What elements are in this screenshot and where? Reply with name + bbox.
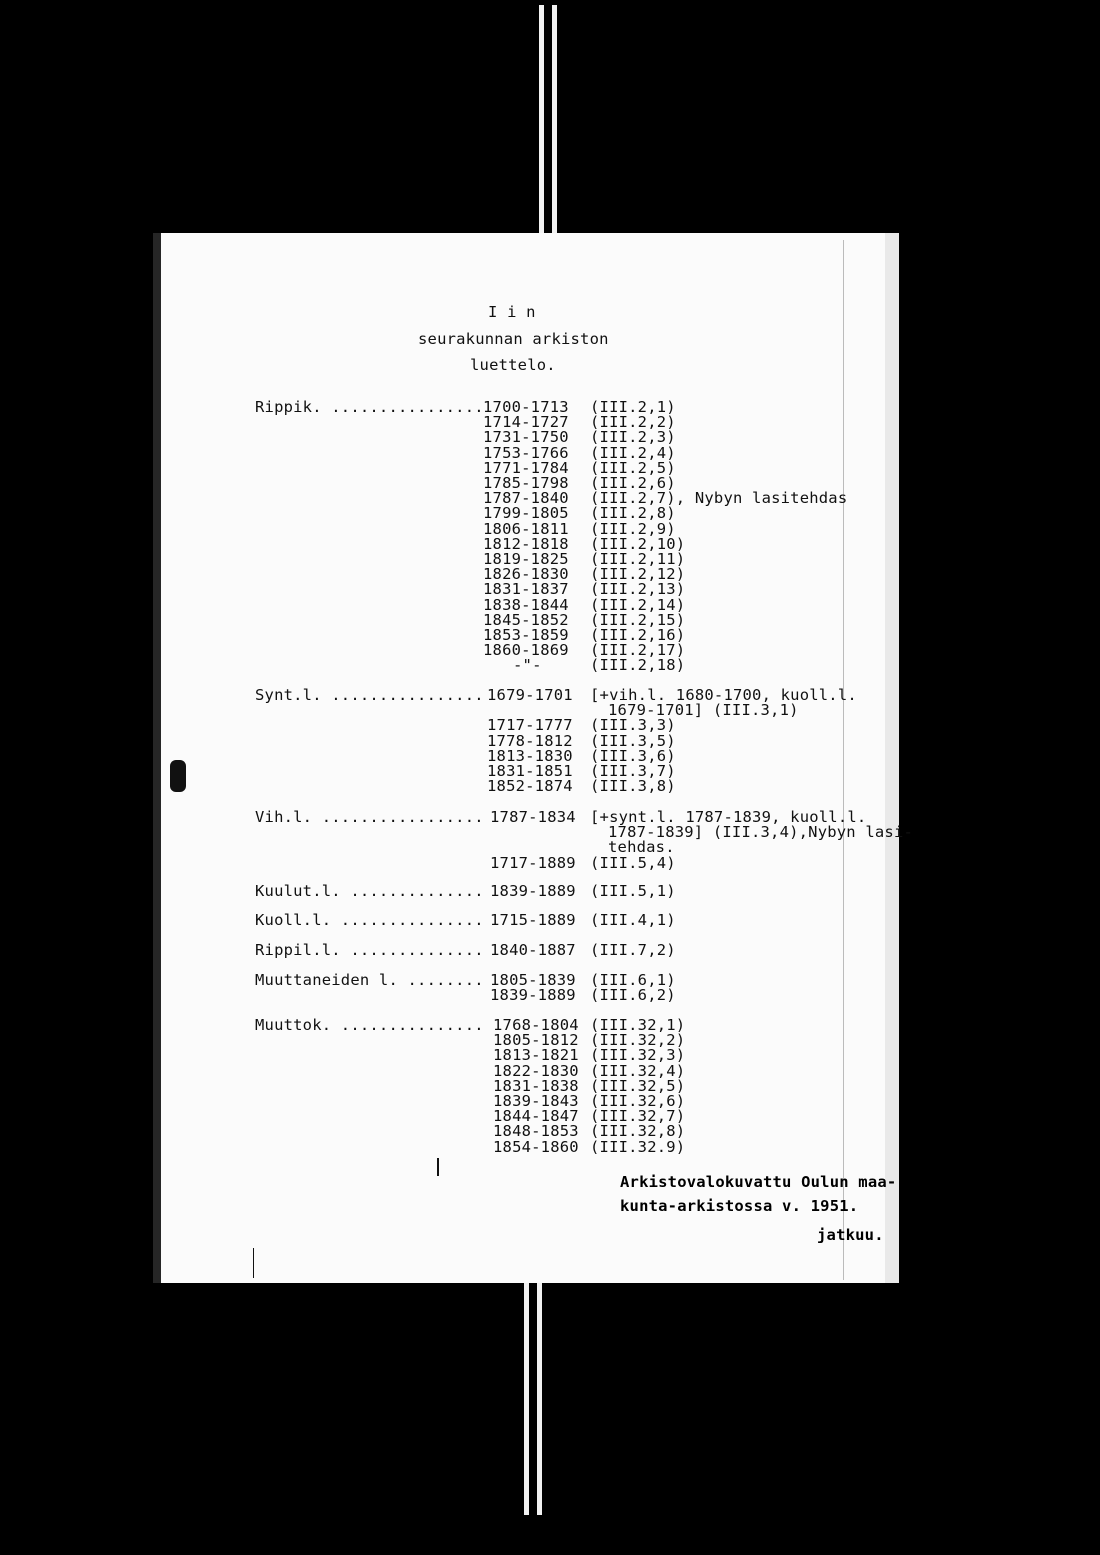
year-range: 1848-1853 (493, 1122, 579, 1141)
year-range: 1854-1860 (493, 1137, 579, 1156)
volume-reference: (III.2,18) (590, 656, 686, 675)
volume-reference: (III.3,7) (590, 762, 676, 780)
year-range: 1787-1840 (483, 489, 569, 508)
year-range: 1731-1750 (483, 428, 569, 447)
year-range: -"- (513, 656, 542, 675)
volume-reference: (III.32.9) (590, 1137, 686, 1156)
year-range: 1839-1889 (490, 882, 576, 900)
volume-reference: (III.2,10) (590, 534, 686, 553)
year-range: 1819-1825 (483, 550, 569, 568)
volume-reference: (III.2,6) (590, 474, 676, 492)
film-strip-bar (552, 5, 557, 233)
page-edge (885, 233, 899, 1283)
year-range: 1679-1701 (487, 686, 573, 704)
volume-reference: (III.32,3) (590, 1046, 686, 1065)
year-range: 1839-1843 (493, 1092, 579, 1110)
year-range: 1805-1839 (490, 971, 576, 989)
volume-reference: (III.2,9) (590, 519, 676, 538)
volume-reference: (III.32,2) (590, 1031, 686, 1050)
volume-reference: (III.2,3) (590, 428, 676, 447)
continues-label: jatkuu. (817, 1226, 884, 1244)
volume-reference: 1787-1839] (III.3,4),Nybyn lasi- (608, 823, 914, 842)
section-label: Synt.l. ................ (255, 686, 484, 704)
year-range: 1845-1852 (483, 610, 569, 629)
year-range: 1822-1830 (493, 1061, 579, 1080)
volume-reference: 1679-1701] (III.3,1) (608, 701, 799, 720)
year-range: 1831-1837 (483, 580, 569, 599)
volume-reference: tehdas. (608, 838, 675, 857)
year-range: 1860-1869 (483, 641, 569, 660)
year-range: 1700-1713 (483, 398, 569, 416)
year-range: 1831-1851 (487, 762, 573, 780)
section-label: Rippil.l. .............. (255, 941, 484, 959)
year-range: 1714-1727 (483, 413, 569, 432)
year-range: 1853-1859 (483, 626, 569, 644)
pen-stroke (253, 1248, 254, 1278)
volume-reference: [+synt.l. 1787-1839, kuoll.l. (590, 808, 867, 826)
volume-reference: (III.2,17) (590, 641, 686, 660)
section-label: Rippik. ................ (255, 398, 484, 416)
page-edge (153, 233, 161, 1283)
year-range: 1838-1844 (483, 595, 569, 614)
year-range: 1717-1777 (487, 716, 573, 735)
year-range: 1813-1830 (487, 746, 573, 765)
volume-reference: [+vih.l. 1680-1700, kuoll.l. (590, 686, 857, 704)
volume-reference: (III.2,16) (590, 626, 686, 644)
year-range: 1852-1874 (487, 777, 573, 796)
page-crease (843, 240, 844, 1280)
volume-reference: (III.2,15) (590, 610, 686, 629)
ink-blot (170, 760, 186, 792)
year-range: 1831-1838 (493, 1076, 579, 1095)
volume-reference: (III.5,1) (590, 882, 676, 900)
volume-reference: (III.2,11) (590, 550, 686, 568)
year-range: 1771-1784 (483, 458, 569, 477)
section-label: Muuttaneiden l. ........ (255, 971, 484, 989)
section-label: Kuulut.l. .............. (255, 882, 484, 900)
archive-note-line-2: kunta-arkistossa v. 1951. (620, 1197, 859, 1215)
year-range: 1844-1847 (493, 1107, 579, 1126)
film-strip-bar (539, 5, 544, 233)
year-range: 1717-1889 (490, 853, 576, 872)
volume-reference: (III.5,4) (590, 853, 676, 872)
year-range: 1799-1805 (483, 504, 569, 523)
volume-reference: (III.2,2) (590, 413, 676, 432)
year-range: 1778-1812 (487, 731, 573, 750)
film-strip-bar (537, 1283, 542, 1515)
pen-stroke (437, 1158, 439, 1176)
volume-reference: (III.2,1) (590, 398, 676, 416)
film-strip-bar (524, 1283, 529, 1515)
section-label: Vih.l. ................. (255, 808, 484, 826)
parish-title: I i n (488, 303, 536, 321)
volume-reference: (III.2,5) (590, 458, 676, 477)
volume-reference: (III.2,14) (590, 595, 686, 614)
volume-reference: (III.3,8) (590, 777, 676, 796)
list-subtitle: luettelo. (470, 356, 556, 374)
year-range: 1785-1798 (483, 474, 569, 492)
year-range: 1806-1811 (483, 519, 569, 538)
year-range: 1805-1812 (493, 1031, 579, 1050)
volume-reference: (III.3,3) (590, 716, 676, 735)
year-range: 1813-1821 (493, 1046, 579, 1065)
parish-subtitle: seurakunnan arkiston (418, 330, 609, 348)
volume-reference: (III.32,1) (590, 1016, 686, 1034)
volume-reference: (III.2,4) (590, 443, 676, 462)
year-range: 1840-1887 (490, 941, 576, 959)
year-range: 1787-1834 (490, 808, 576, 826)
section-label: Kuoll.l. ............... (255, 911, 484, 929)
volume-reference: (III.2,13) (590, 580, 686, 599)
volume-reference: (III.32,6) (590, 1092, 686, 1110)
volume-reference: (III.6,1) (590, 971, 676, 989)
volume-reference: (III.32,7) (590, 1107, 686, 1126)
volume-reference: (III.32,8) (590, 1122, 686, 1141)
volume-reference: (III.2,8) (590, 504, 676, 523)
volume-reference: (III.2,7), Nybyn lasitehdas (590, 489, 848, 508)
volume-reference: (III.3,6) (590, 746, 676, 765)
volume-reference: (III.32,4) (590, 1061, 686, 1080)
volume-reference: (III.2,12) (590, 565, 686, 584)
year-range: 1753-1766 (483, 443, 569, 462)
volume-reference: (III.7,2) (590, 941, 676, 959)
year-range: 1768-1804 (493, 1016, 579, 1034)
archive-note-line-1: Arkistovalokuvattu Oulun maa- (620, 1173, 897, 1191)
year-range: 1826-1830 (483, 565, 569, 584)
volume-reference: (III.3,5) (590, 731, 676, 750)
year-range: 1812-1818 (483, 534, 569, 553)
year-range: 1715-1889 (490, 911, 576, 929)
volume-reference: (III.6,2) (590, 986, 676, 1005)
volume-reference: (III.32,5) (590, 1076, 686, 1095)
volume-reference: (III.4,1) (590, 911, 676, 929)
year-range: 1839-1889 (490, 986, 576, 1005)
section-label: Muuttok. ............... (255, 1016, 484, 1034)
